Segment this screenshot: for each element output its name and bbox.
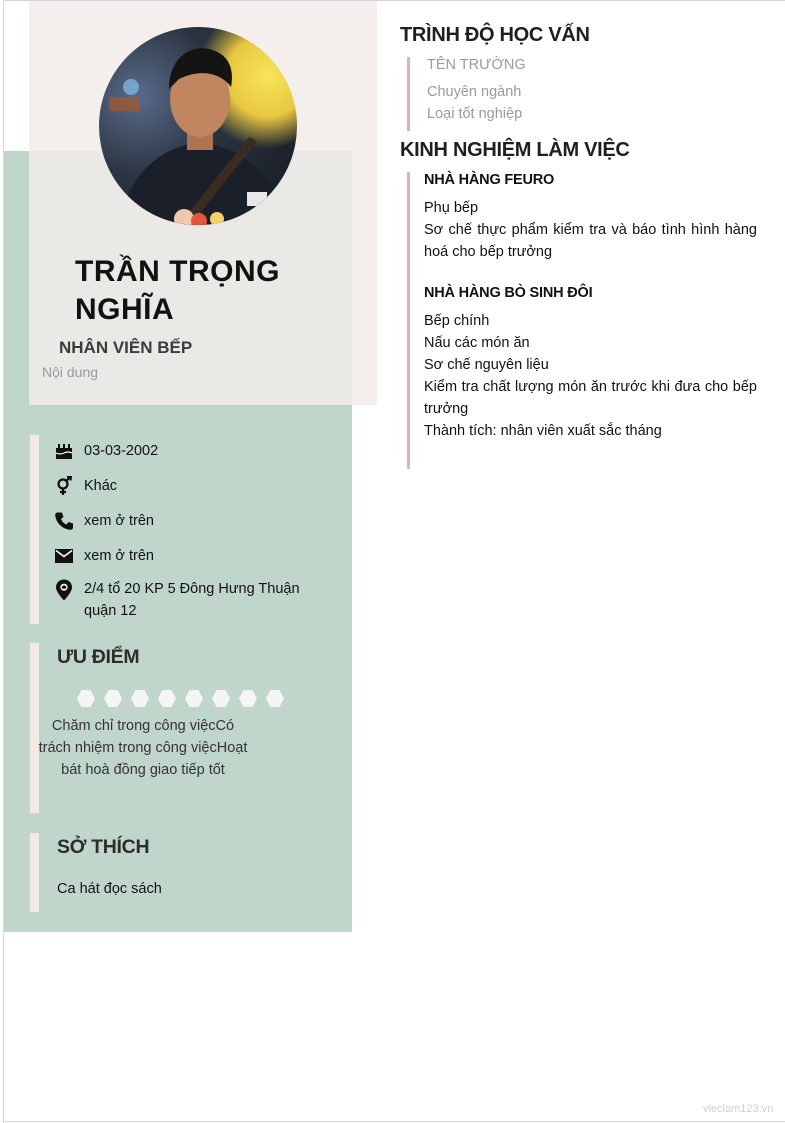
contact-gender [52, 475, 314, 497]
company-name: NHÀ HÀNG BÒ SINH ĐÔI [424, 285, 593, 301]
rating-hexagon [239, 690, 257, 707]
rating-hexagon [104, 690, 122, 707]
email-value: xem ở trên [84, 548, 154, 564]
rating-hexagon [185, 690, 203, 707]
rating-hexagon [77, 690, 95, 707]
degree-type: Loại tốt nghiệp [427, 106, 523, 122]
job-detail-line: Kiểm tra chất lượng món ăn trước khi đưa cho bếp trưởng [424, 379, 757, 417]
job-detail-line: Sơ chế nguyên liệu [424, 357, 549, 373]
phone-value: xem ở trên [84, 513, 154, 529]
job-detail-line: Nấu các món ăn [424, 335, 530, 351]
hobbies-text: Ca hát đọc sách [57, 881, 162, 897]
avatar [99, 27, 297, 225]
contact-phone [52, 510, 314, 532]
birthday-value: 03-03-2002 [84, 443, 159, 459]
hobbies-title: SỞ THÍCH [57, 836, 150, 858]
job-title: NHÂN VIÊN BẾP [59, 338, 193, 357]
contact-email [52, 545, 314, 567]
job-detail-line: Thành tích: nhân viên xuất sắc tháng [424, 423, 662, 439]
mail-icon [52, 545, 76, 567]
major: Chuyên ngành [427, 84, 522, 100]
experience-title: KINH NGHIỆM LÀM VIỆC [400, 139, 630, 161]
education-accent-line [407, 57, 410, 131]
contact-birthday [52, 440, 314, 462]
gender-icon [52, 475, 76, 497]
section-accent-bar [30, 435, 39, 624]
birthday-cake-icon [52, 440, 76, 462]
experience-accent-line [407, 172, 410, 469]
location-icon [52, 578, 76, 602]
education-title: TRÌNH ĐỘ HỌC VẤN [400, 24, 590, 46]
address-value: 2/4 tổ 20 KP 5 Đông Hưng Thuận quận 12 [84, 581, 300, 619]
rating-hexagon [158, 690, 176, 707]
candidate-name: TRẦN TRỌNG NGHĨA [75, 255, 280, 326]
phone-icon [52, 510, 76, 532]
strengths-title: ƯU ĐIỂM [57, 646, 140, 668]
watermark: vieclam123.vn [703, 1103, 774, 1115]
job-detail-line: Bếp chính [424, 313, 490, 329]
strengths-text: Chăm chỉ trong công việcCó trách nhiệm trong công việcHoạt bát hoà đồng giao tiếp tốt [38, 718, 248, 778]
rating-hexagon [212, 690, 230, 707]
gender-value: Khác [84, 478, 118, 494]
school-name: TÊN TRƯỜNG [427, 57, 526, 73]
skill-rating [77, 690, 284, 707]
rating-hexagon [131, 690, 149, 707]
company-name: NHÀ HÀNG FEURO [424, 172, 555, 188]
rating-hexagon [266, 690, 284, 707]
job-detail-line: Phụ bếp [424, 200, 479, 216]
page-border [3, 1121, 785, 1122]
intro-text: Nội dung [42, 364, 99, 380]
contact-address [52, 578, 314, 622]
job-detail-line: Sơ chế thực phẩm kiểm tra và báo tình hình hàng hoá cho bếp trưởng [424, 222, 757, 260]
section-accent-bar [30, 833, 39, 912]
